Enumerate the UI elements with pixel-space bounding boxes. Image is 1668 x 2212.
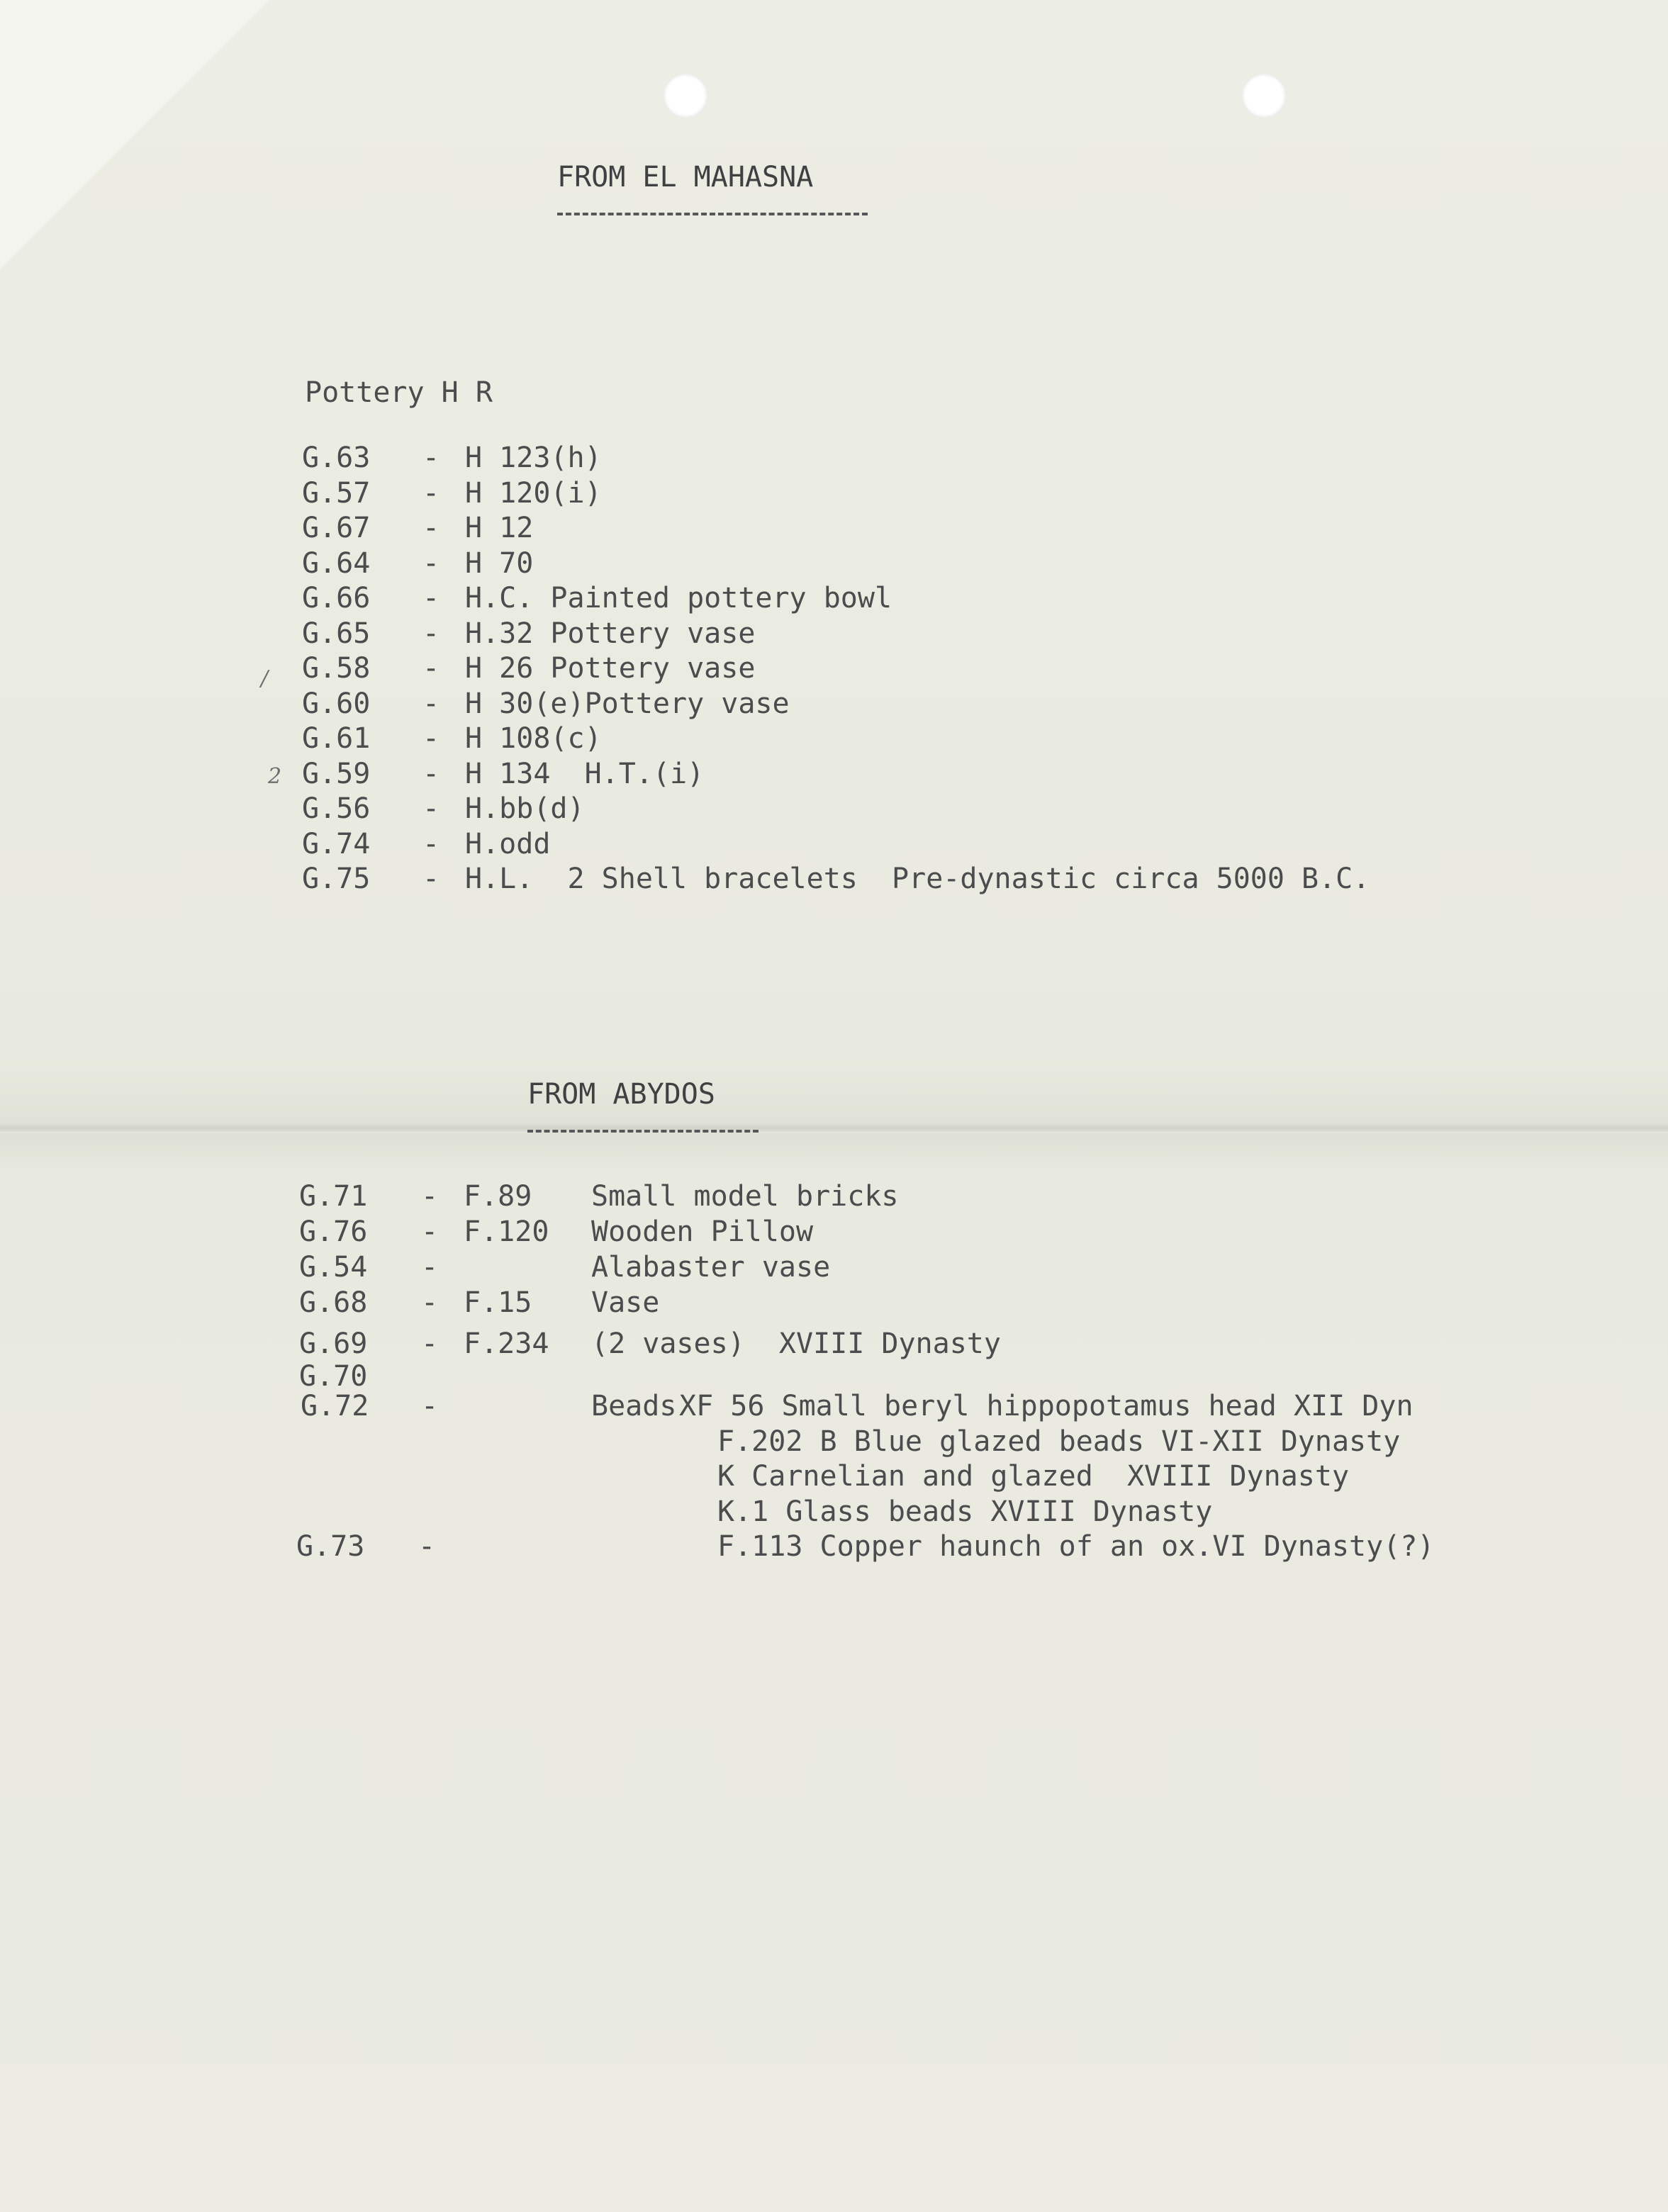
item-dash: - xyxy=(422,827,440,860)
item-code: G.56 xyxy=(302,792,371,825)
bead-line: K.1 Glass beads XVIII Dynasty xyxy=(717,1495,1213,1528)
bead-line: F.202 B Blue glazed beads VI-XII Dynasty xyxy=(717,1425,1401,1458)
item-code: G.64 xyxy=(302,546,371,580)
item-desc: Small model bricks xyxy=(591,1180,899,1213)
item-dash: - xyxy=(421,1327,439,1360)
item-code: G.76 xyxy=(299,1216,368,1248)
item-code: G.57 xyxy=(302,476,371,510)
item-dash: - xyxy=(421,1286,439,1319)
item-dash: - xyxy=(422,757,440,790)
item-dash: - xyxy=(421,1251,439,1284)
item-entry: H 12 xyxy=(465,512,534,544)
item-dash: - xyxy=(421,1390,439,1422)
item-desc: Vase xyxy=(591,1286,660,1319)
margin-annotation: / xyxy=(261,666,269,691)
item-dash: - xyxy=(421,1216,439,1248)
item-code: G.67 xyxy=(302,512,371,544)
item-entry: H.bb(d) xyxy=(465,792,585,825)
item-ref: F.234 xyxy=(464,1327,549,1360)
bead-line: XF 56 Small beryl hippopotamus head XII Dyn xyxy=(679,1390,1414,1422)
punch-hole xyxy=(1242,74,1286,118)
item-dash: - xyxy=(422,617,440,650)
item-entry: H.L. 2 Shell bracelets Pre-dynastic circa 5000 B.C. xyxy=(465,863,1370,895)
item-code: G.72 xyxy=(301,1390,369,1422)
item-code: G.65 xyxy=(302,617,371,650)
item-code: G.69 xyxy=(299,1327,368,1360)
item-dash: - xyxy=(422,442,440,474)
folded-corner xyxy=(0,0,269,269)
item-code: G.74 xyxy=(302,827,371,860)
item-dash: - xyxy=(422,652,440,685)
item-entry: H 30(e)Pottery vase xyxy=(465,687,790,720)
section-title-abydos: FROM ABYDOS xyxy=(527,1078,715,1111)
item-entry: H.C. Painted pottery bowl xyxy=(465,582,892,614)
item-code: G.60 xyxy=(302,687,371,720)
item-code: G.68 xyxy=(299,1286,368,1319)
item-code: G.71 xyxy=(299,1180,368,1213)
item-code: G.70 xyxy=(299,1360,368,1393)
item-entry: H.odd xyxy=(465,827,551,860)
item-ref: F.15 xyxy=(464,1286,532,1319)
item-entry: H 108(c) xyxy=(465,722,602,755)
item-ref: F.120 xyxy=(464,1216,549,1248)
item-entry: H 134 H.T.(i) xyxy=(465,757,705,790)
item-code: G.75 xyxy=(302,863,371,895)
paper-fold-crease xyxy=(0,1123,1668,1133)
item-dash: - xyxy=(422,476,440,510)
item-dash: - xyxy=(422,687,440,720)
item-entry: H 120(i) xyxy=(465,476,602,510)
item-entry: H 70 xyxy=(465,546,534,580)
item-code: G.59 xyxy=(302,757,371,790)
punch-hole xyxy=(664,74,707,118)
item-desc: Wooden Pillow xyxy=(591,1216,814,1248)
item-code: G.54 xyxy=(299,1251,368,1284)
section-title-el-mahasna: FROM EL MAHASNA xyxy=(557,161,814,193)
item-dash: - xyxy=(422,582,440,614)
beads-label: Beads xyxy=(591,1390,677,1422)
bead-line: F.113 Copper haunch of an ox.VI Dynasty(?) xyxy=(717,1530,1435,1563)
item-ref: F.89 xyxy=(464,1180,532,1213)
title-underline xyxy=(527,1130,759,1133)
item-dash: - xyxy=(418,1530,436,1563)
bead-line: K Carnelian and glazed XVIII Dynasty xyxy=(717,1460,1350,1493)
section-subtitle: Pottery H R xyxy=(305,376,493,409)
item-entry: H 26 Pottery vase xyxy=(465,652,756,685)
margin-annotation: 2 xyxy=(268,764,282,789)
item-entry: H.32 Pottery vase xyxy=(465,617,756,650)
item-desc: (2 vases) XVIII Dynasty xyxy=(591,1327,1001,1360)
item-dash: - xyxy=(422,722,440,755)
title-underline xyxy=(557,213,868,215)
item-code: G.58 xyxy=(302,652,371,685)
item-desc: Alabaster vase xyxy=(591,1251,831,1284)
item-dash: - xyxy=(422,792,440,825)
item-code: G.66 xyxy=(302,582,371,614)
item-dash: - xyxy=(422,863,440,895)
item-dash: - xyxy=(422,512,440,544)
item-code: G.63 xyxy=(302,442,371,474)
item-dash: - xyxy=(421,1180,439,1213)
item-code: G.73 xyxy=(296,1530,365,1563)
item-entry: H 123(h) xyxy=(465,442,602,474)
item-dash: - xyxy=(422,546,440,580)
item-code: G.61 xyxy=(302,722,371,755)
